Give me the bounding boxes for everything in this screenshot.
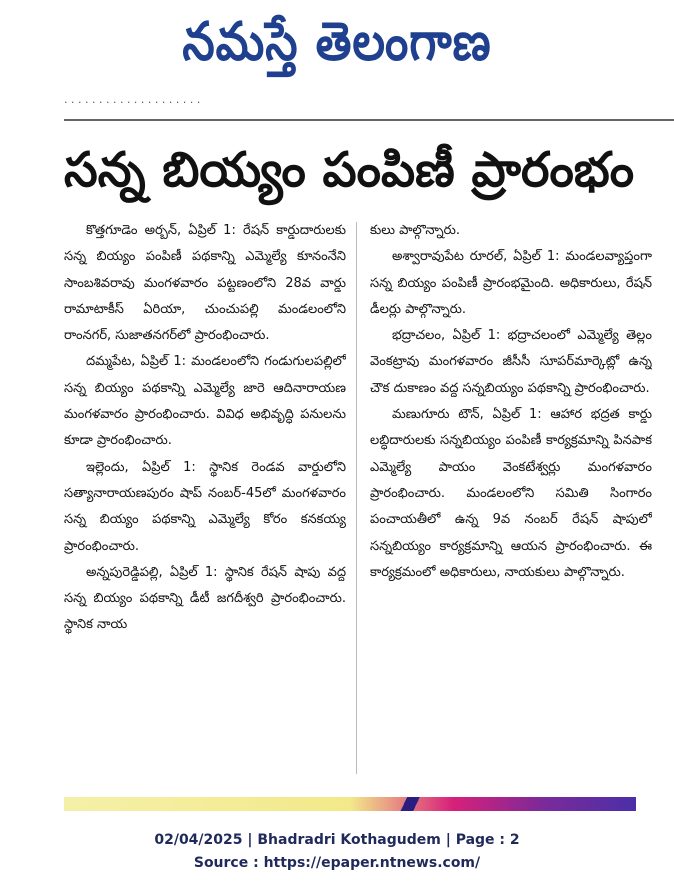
paragraph-bhadrachalam: భద్రాచలం, ఏప్రిల్ 1: భద్రాచలంలో ఎమ్మెల్యే తెల్లం వెంకట్రావు మంగళవారం జీసీసీ సూపర్‌మార్కెట్లో ఉన్న చౌక దుకాణం వద్ద సన్నబియ్యం పథకాన్ని ప్రారంభించారు. <box>370 328 652 396</box>
column-divider <box>356 222 357 774</box>
paragraph-aswaraopeta: అశ్వారావుపేట రూరల్, ఏప్రిల్ 1: మండలవ్యాప్తంగా సన్న బియ్యం పంపిణీ ప్రారంభమైంది. అధికారులు, రేషన్ డీలర్లు పాల్గొన్నారు. <box>370 249 652 317</box>
paragraph-annapureddipalli: అన్నపురెడ్డిపల్లి, ఏప్రిల్ 1: స్థానిక రేషన్ షాపు వద్ద సన్న బియ్యం పథకాన్ని డీటీ జగదీశ్వరి ప్రారంభించారు. స్థానిక నాయ <box>64 564 346 633</box>
masthead <box>0 0 674 96</box>
paragraph-dammapeta: దమ్మపేట, ఏప్రిల్ 1: మండలంలోని గండుగులపల్లిలో సన్న బియ్యం పథకాన్ని ఎమ్మెల్యే జారె ఆదినారాయణ మంగళవారం ప్రారంభించారు. వివిధ అభివృద్ధి పనులను కూడా ప్రారంభించారు. <box>64 354 346 449</box>
footer-date-edition: 02/04/2025 | Bhadradri Kothagudem | Page : 2 <box>154 832 520 848</box>
decorative-color-bar <box>64 797 636 811</box>
paragraph-yellandu: ఇల్లెందు, ఏప్రిల్ 1: స్థానిక రెండవ వార్డులోని సత్యానారాయణపురం షాప్ నంబర్-45లో మంగళవారం సన్న బియ్యం పథకాన్ని ఎమ్మెల్యే కోరం కనకయ్య ప్రారంభించారు. <box>64 459 346 554</box>
article-headline: సన్న బియ్యం పంపిణీ ప్రారంభం <box>64 142 635 198</box>
top-divider <box>64 119 674 121</box>
decorative-bar-accent <box>392 797 436 811</box>
paragraph-continuation: కులు పాల్గొన్నారు. <box>370 223 461 238</box>
paragraph-kothagudem: కొత్తగూడెం అర్బన్, ఏప్రిల్ 1: రేషన్ కార్డుదారులకు సన్న బియ్యం పంపిణీ పథకాన్ని ఎమ్మెల్యే కూనంనేని సాంబశివరావు మంగళవారం పట్టణంలోని 28వ వార్డు రామాటాకీస్ ఏరియా, చుంచుపల్లి మండలంలోని రాంనగర్, సుజాతనగర్‌లో ప్రారంభించారు. <box>64 223 346 344</box>
left-column <box>64 218 346 778</box>
newspaper-logo: నమస్తే తెలంగాణ <box>182 10 492 73</box>
paragraph-manuguru: మణుగూరు టౌన్, ఏప్రిల్ 1: ఆహార భద్రత కార్డు లబ్ధిదారులకు సన్నబియ్యం పంపిణీ కార్యక్రమాన్ని పినపాక ఎమ్మెల్యే పాయం వెంకటేశ్వర్లు మంగళవారం ప్రారంభించారు. మండలంలోని సమితి సింగారం పంచాయతీలో ఉన్న 9వ నంబర్ రేషన్ షాపులో సన్నబియ్యం కార్యక్రమాన్ని ఆయన ప్రారంభించారు. ఈ కార్యక్రమంలో అధికారులు, నాయకులు పాల్గొన్నారు. <box>370 407 652 580</box>
right-column <box>370 218 652 778</box>
footer-source-link[interactable]: Source : https://epaper.ntnews.com/ <box>193 855 481 871</box>
cut-off-text-strip: · · · · · · · · · · · · · · · · · · · · <box>64 97 201 109</box>
